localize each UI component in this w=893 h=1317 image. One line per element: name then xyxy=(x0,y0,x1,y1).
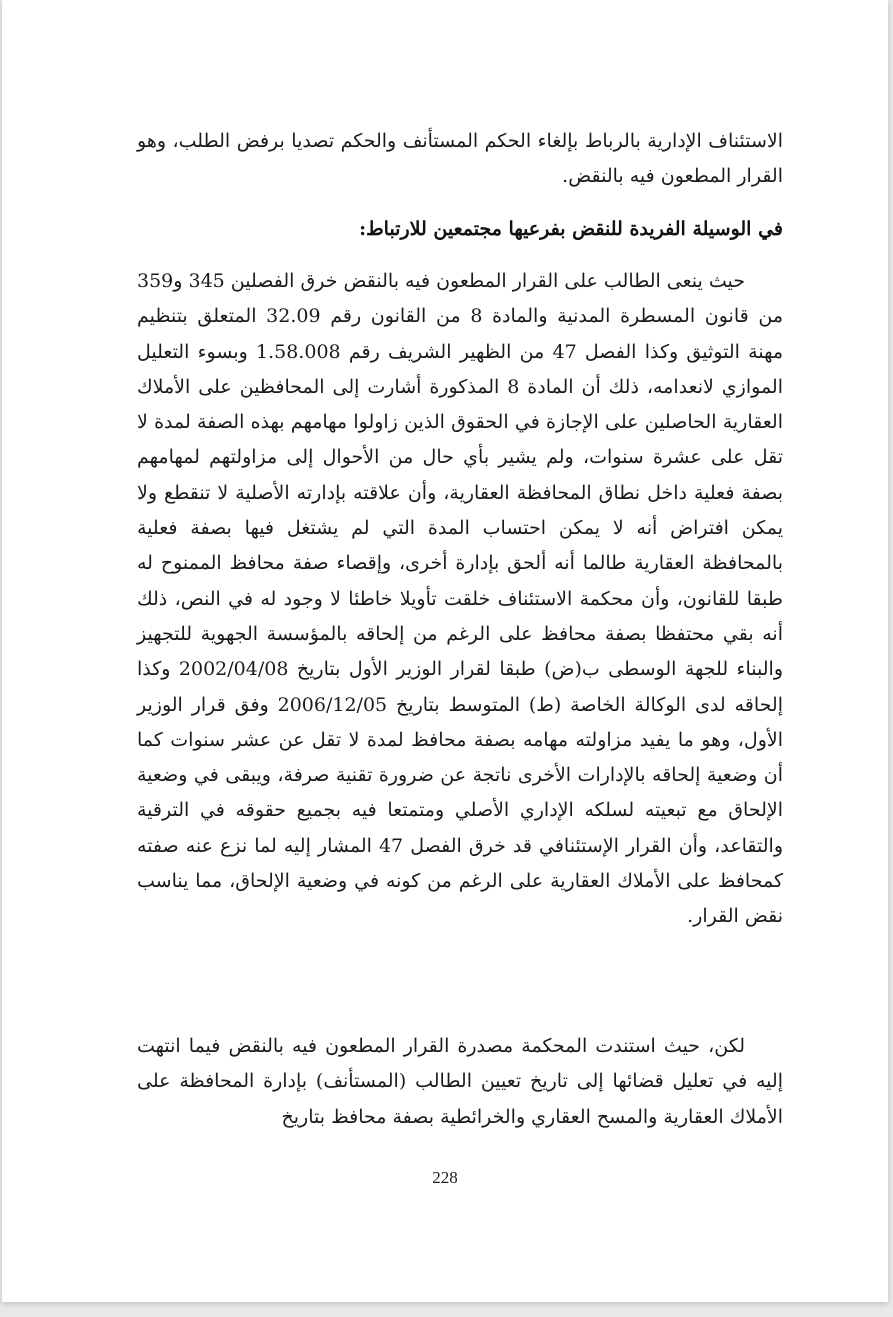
page-number: 228 xyxy=(432,1168,458,1187)
paragraph-response: لكن، حيث استندت المحكمة مصدرة القرار المطعون فيه بالنقض فيما انتهت إليه في تعليل قضائها إلى تاريخ تعيين الطالب (المستأنف) بإدارة المحافظة على الأملاك العقارية والمسح العقاري والخرائطية بصفة محافظ بتاريخ xyxy=(137,1035,783,1128)
opening-text: الاستئناف الإدارية بالرباط بإلغاء الحكم المستأنف والحكم تصديا برفض الطلب، وهو القرار المطعون فيه بالنقض. xyxy=(137,130,783,188)
document-page xyxy=(2,0,888,1302)
section-heading: في الوسيلة الفريدة للنقض بفرعيها مجتمعين للارتباط: xyxy=(359,218,783,240)
paragraph-claim: حيث ينعى الطالب على القرار المطعون فيه بالنقض خرق الفصلين 345 و359 من قانون المسطرة المدنية والمادة 8 من القانون رقم 32.09 المتعلق بتنظيم مهنة التوثيق وكذا الفصل 47 من الظهير الشريف رقم 1.58.008 وبسوء التعليل الموازي لانعدامه، ذلك أن المادة 8 المذكورة أشارت إلى المحافظين على الأملاك العقارية الحاصلين على الإجازة في الحقوق الذين زاولوا مهامهم بهذه الصفة لمدة لا تقل على عشرة سنوات، ولم يشير بأي حال من الأحوال إلى مزاولتهم لمهامهم بصفة فعلية داخل نطاق المحافظة العقارية، وأن علاقته بإدارته الأصلية لا تنقطع ولا يمكن افتراض أنه لا يمكن احتساب المدة التي لم يشتغل فيها بصفة فعلية بالمحافظة العقارية طالما أنه ألحق بإدارة أخرى، وإقصاء صفة محافظ الممنوح له طبقا للقانون، وأن محكمة الاستئناف خلقت تأويلا خاطئا لا وجود له في النص، ذلك أنه بقي محتفظا بصفة محافظ على الرغم من إلحاقه بالمؤسسة الجهوية للتجهيز والبناء للجهة الوسطى ب(ض) طبقا لقرار الوزير الأول بتاريخ 2002/04/08 وكذا إلحاقه لدى الوكالة الخاصة (ط) المتوسط بتاريخ 2006/12/05 وفق قرار الوزير الأول، وهو ما يفيد مزاولته مهامه بصفة محافظ لمدة لا تقل عن عشر سنوات كما أن وضعية إلحاقه بالإدارات الأخرى ناتجة عن ضرورة تقنية صرفة، ويبقى في وضعية الإلحاق مع تبعيته لسلكه الإداري الأصلي ومتمتعا فيه بجميع حقوقه في الترقية والتقاعد، وأن القرار الإستئنافي قد خرق الفصل 47 المشار إليه لما نزع عنه صفته كمحافظ على الأملاك العقارية على الرغم من كونه في وضعية الإلحاق، مما يناسب نقض القرار. xyxy=(137,270,784,928)
